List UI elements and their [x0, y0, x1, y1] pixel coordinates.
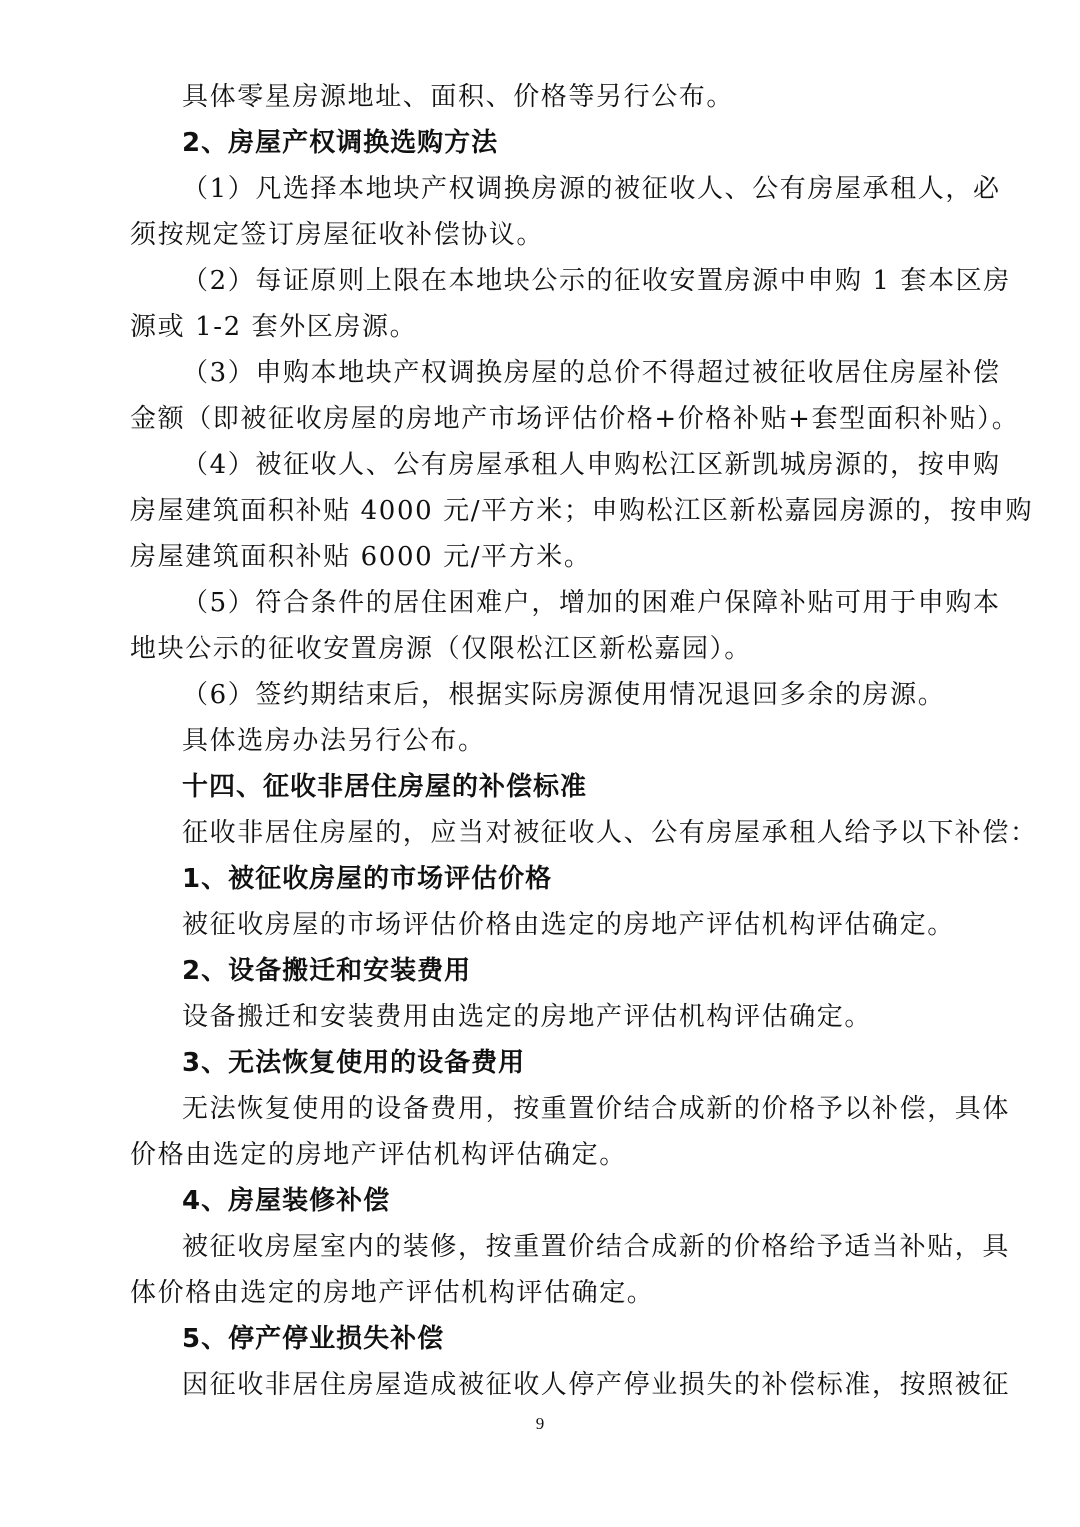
subheading: 4、房屋装修补偿 [182, 1186, 391, 1216]
paragraph-line: 被征收房屋的市场评估价格由选定的房地产评估机构评估确定。 [182, 910, 955, 940]
paragraph-line: 须按规定签订房屋征收补偿协议。 [130, 220, 545, 250]
paragraph-line: 金额（即被征收房屋的房地产市场评估价格+价格补贴+套型面积补贴）。 [130, 404, 1020, 434]
paragraph-line: 房屋建筑面积补贴 4000 元/平方米；申购松江区新松嘉园房源的，按申购 [130, 496, 1034, 526]
subheading: 2、设备搬迁和安装费用 [182, 956, 472, 986]
paragraph-line: 体价格由选定的房地产评估机构评估确定。 [130, 1278, 655, 1308]
paragraph-line: 价格由选定的房地产评估机构评估确定。 [130, 1140, 627, 1170]
paragraph-line: 被征收房屋室内的装修，按重置价结合成新的价格给予适当补贴，具 [182, 1232, 1011, 1262]
page-number: 9 [535, 1414, 545, 1433]
paragraph-line: 源或 1-2 套外区房源。 [130, 312, 418, 342]
paragraph-line: 征收非居住房屋的，应当对被征收人、公有房屋承租人给予以下补偿： [182, 818, 1038, 848]
section-heading: 十四、征收非居住房屋的补偿标准 [182, 772, 588, 802]
subheading: 1、被征收房屋的市场评估价格 [182, 864, 553, 894]
subheading: 5、停产停业损失补偿 [182, 1324, 445, 1354]
paragraph-line: 无法恢复使用的设备费用，按重置价结合成新的价格予以补偿，具体 [182, 1094, 1011, 1124]
paragraph-line: 地块公示的征收安置房源（仅限松江区新松嘉园）。 [130, 634, 752, 664]
paragraph-line: 因征收非居住房屋造成被征收人停产停业损失的补偿标准，按照被征 [182, 1370, 1011, 1400]
paragraph-line: （4）被征收人、公有房屋承租人申购松江区新凯城房源的，按申购 [182, 450, 1001, 480]
paragraph-line: （5）符合条件的居住困难户，增加的困难户保障补贴可用于申购本 [182, 588, 1001, 618]
paragraph-line: 设备搬迁和安装费用由选定的房地产评估机构评估确定。 [182, 1002, 873, 1032]
paragraph-line: （3）申购本地块产权调换房屋的总价不得超过被征收居住房屋补偿 [182, 358, 1001, 388]
paragraph-line: （1）凡选择本地块产权调换房源的被征收人、公有房屋承租人，必 [182, 174, 1001, 204]
subheading: 3、无法恢复使用的设备费用 [182, 1048, 526, 1078]
paragraph-line: 具体选房办法另行公布。 [182, 726, 486, 756]
paragraph-line: 房屋建筑面积补贴 6000 元/平方米。 [130, 542, 592, 572]
paragraph-line: 具体零星房源地址、面积、价格等另行公布。 [182, 82, 735, 112]
subheading: 2、房屋产权调换选购方法 [182, 128, 499, 158]
paragraph-line: （2）每证原则上限在本地块公示的征收安置房源中申购 1 套本区房 [182, 266, 1011, 296]
paragraph-line: （6）签约期结束后，根据实际房源使用情况退回多余的房源。 [182, 680, 946, 710]
